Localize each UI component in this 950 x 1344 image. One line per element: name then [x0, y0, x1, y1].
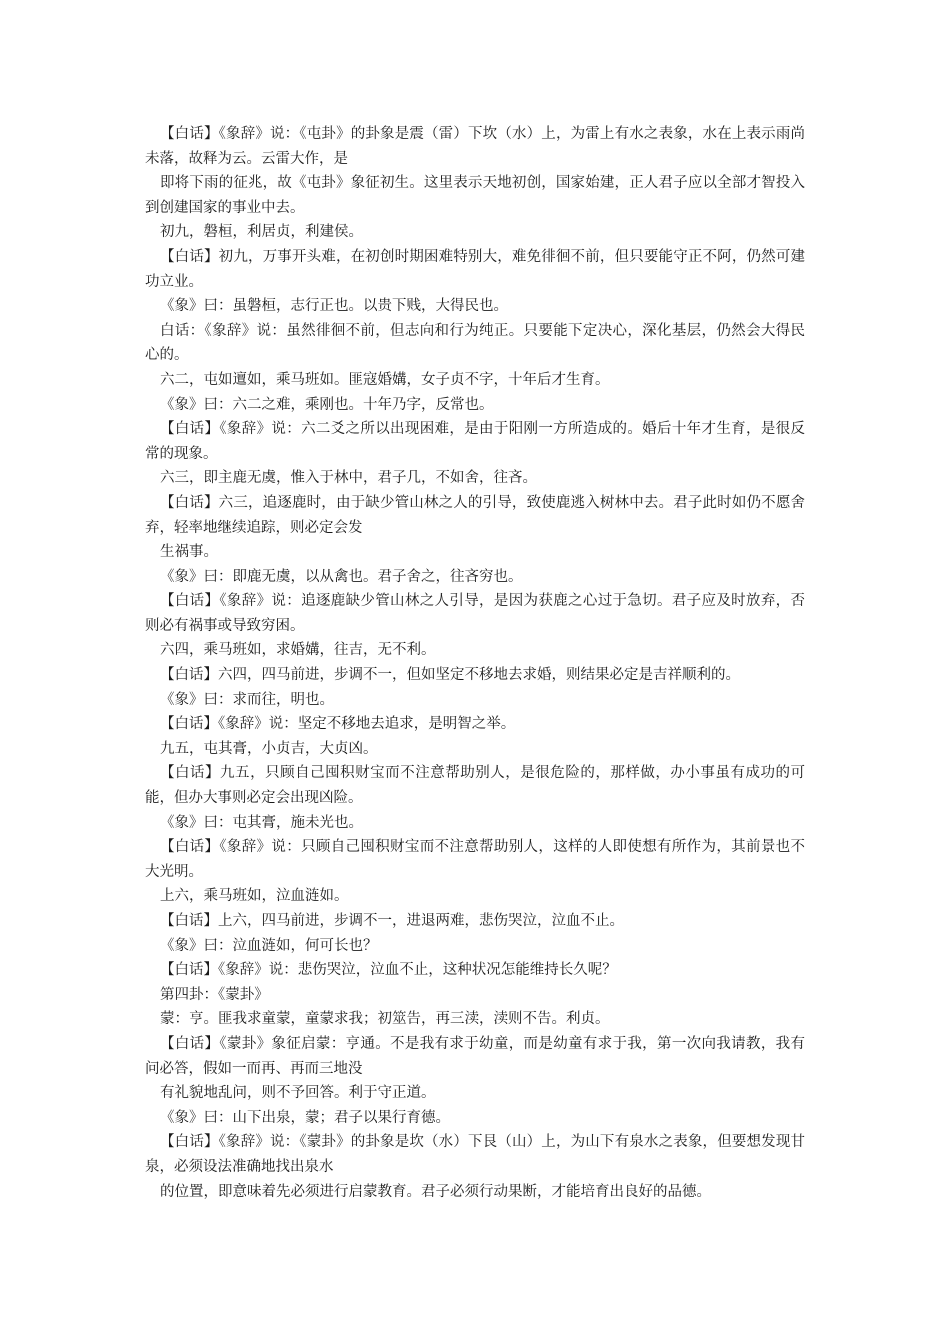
paragraph: 即将下雨的征兆，故《屯卦》象征初生。这里表示天地初创，国家始建，正人君子应以全部才智投入到创建国家的事业中去。 [145, 175, 805, 216]
paragraph: 白话：《象辞》说：虽然徘徊不前，但志向和行为纯正。只要能下定决心，深化基层，仍然会大得民心的。 [145, 322, 805, 364]
paragraph: 《象》曰：虽磐桓，志行正也。以贵下贱，大得民也。 [160, 298, 508, 315]
paragraph: 《象》曰：山下出泉，蒙；君子以果行育德。 [160, 1109, 450, 1126]
paragraph: 《象》曰：屯其膏，施未光也。 [160, 814, 363, 831]
paragraph: 蒙：亨。匪我求童蒙，童蒙求我；初筮告，再三渎，渎则不告。利贞。 [160, 1011, 610, 1028]
document-body [145, 122, 805, 1204]
paragraph: 六四，乘马班如，求婚媾，往吉，无不利。 [160, 642, 436, 659]
paragraph: 《象》曰：即鹿无虞，以从禽也。君子舍之，往吝穷也。 [160, 568, 523, 585]
paragraph: 【白话】九五，只顾自己囤积财宝而不注意帮助别人，是很危险的，那样做，办小事虽有成功的可能，但办大事则必定会出现凶险。 [145, 765, 805, 807]
paragraph: 《象》曰：求而往，明也。 [160, 691, 334, 708]
paragraph: 【白话】《象辞》说：追逐鹿缺少管山林之人引导，是因为获鹿之心过于急切。君子应及时放弃，否则必有祸事或导致穷困。 [145, 593, 805, 634]
paragraph: 初九，磐桓，利居贞，利建侯。 [160, 224, 363, 241]
paragraph: 有礼貌地乱问，则不予回答。利于守正道。 [160, 1085, 436, 1102]
paragraph: 六二，屯如邅如，乘马班如。匪寇婚媾，女子贞不字，十年后才生育。 [160, 371, 610, 388]
paragraph: 《象》曰：泣血涟如，何可长也？ [160, 937, 378, 954]
paragraph: 【白话】初九，万事开头难，在初创时期困难特别大，难免徘徊不前，但只要能守正不阿，仍然可建功立业。 [145, 248, 805, 290]
paragraph: 【白话】《象辞》说：《蒙卦》的卦象是坎（水）下艮（山）上，为山下有泉水之表象，但要想发现甘泉，必须设法准确地找出泉水 [145, 1134, 805, 1175]
paragraph: 【白话】六四，四马前进，步调不一，但如坚定不移地去求婚，则结果必定是吉祥顺利的。 [160, 667, 740, 684]
paragraph: 九五，屯其膏，小贞吉，大贞凶。 [160, 740, 378, 757]
paragraph: 【白话】《象辞》说：六二爻之所以出现困难，是由于阳刚一方所造成的。婚后十年才生育，是很反常的现象。 [145, 421, 805, 462]
paragraph: 六三，即主鹿无虞，惟入于林中，君子几，不如舍，往吝。 [160, 470, 537, 487]
paragraph: 【白话】《象辞》说：悲伤哭泣，泣血不止，这种状况怎能维持长久呢？ [160, 962, 617, 979]
paragraph: 的位置，即意味着先必须进行启蒙教育。君子必须行动果断，才能培育出良好的品德。 [160, 1183, 711, 1200]
paragraph: 【白话】《象辞》说：坚定不移地去追求，是明智之举。 [160, 716, 516, 733]
paragraph: 【白话】六三，追逐鹿时，由于缺少管山林之人的引导，致使鹿逃入树林中去。君子此时如仍不愿舍弃，轻率地继续追踪，则必定会发 [145, 494, 805, 536]
paragraph: 生祸事。 [160, 544, 218, 561]
paragraph: 【白话】《象辞》说：《屯卦》的卦象是震（雷）下坎（水）上，为雷上有水之表象，水在上表示雨尚未落，故释为云。云雷大作，是 [145, 126, 805, 167]
paragraph: 【白话】上六，四马前进，步调不一，进退两难，悲伤哭泣，泣血不止。 [160, 913, 624, 929]
paragraph: 【白话】《象辞》说：只顾自己囤积财宝而不注意帮助别人，这样的人即使想有所作为，其前景也不大光明。 [145, 839, 805, 880]
section-heading: 第四卦：《蒙卦》 [160, 986, 269, 1003]
paragraph: 【白话】《蒙卦》象征启蒙：亨通。不是我有求于幼童，而是幼童有求于我，第一次向我请教，我有问必答，假如一而再、再而三地没 [145, 1035, 805, 1077]
paragraph: 《象》曰：六二之难，乘刚也。十年乃字，反常也。 [160, 396, 494, 413]
paragraph: 上六，乘马班如，泣血涟如。 [160, 888, 349, 905]
